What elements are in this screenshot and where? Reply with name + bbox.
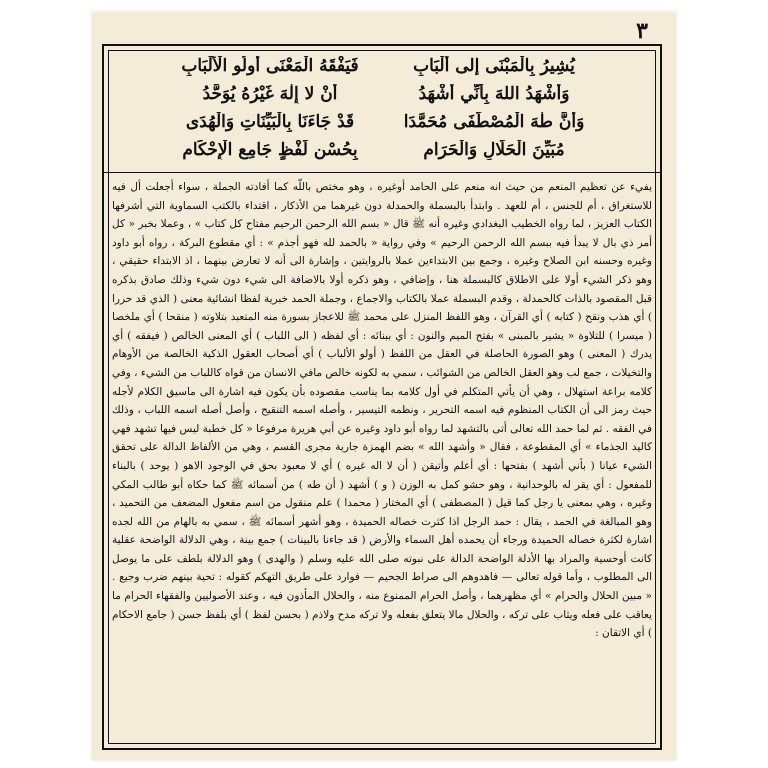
verse-row xyxy=(104,52,660,80)
verse-hemistich-left: أَنْ لا إِلٰهَ غَيْرُهُ يُوَحَّدُ xyxy=(202,84,338,104)
commentary-text xyxy=(112,178,652,744)
verse-hemistich-left: قَدْ جَاءَنَا بِالْبَيِّنَاتِ وَالْهُدَى xyxy=(185,112,355,132)
verse-hemistich-right: مُبَيِّنَ الْحَلَالِ وَالْحَرَامِ xyxy=(423,140,565,160)
page-frame xyxy=(102,44,662,750)
book-page xyxy=(92,12,676,760)
verse-hemistich-left: فَيَفْقَهُ الْمَعْنَى أُولُو الْأَلْبَابِ xyxy=(181,56,359,76)
verse-row xyxy=(104,136,660,164)
verse-row xyxy=(104,80,660,108)
verse-hemistich-left: بِحُسْنِ لَفْظٍ جَامِعِ الْإِحْكَامِ xyxy=(182,140,358,160)
verse-block xyxy=(104,52,660,170)
page-number: ٣ xyxy=(636,18,648,44)
commentary-paragraph: يفيء عن تعظيم المنعم من حيث انه منعم على الحامد أوغيره ، وهو مختص باللّه كما أفادته الجملة ، سواء أجعلت أل فيه للاستغراق ، أم للجنس ، أم للعهد . وابتدأ بالبسملة والحمدلة دون غيرهما من الأذكار ، اقتداء بالكتب السماوية التي أشرفها الكتاب العزيز ، لما رواه الخطيب البغدادي وغيره أنه ﷺ قال « بسم الله الرحمن الرحيم مفتاح كل كتاب » ، وعملا بخبر « كل أمر ذي بال لا يبدأ فيه ببسم الله الرحمن الرحيم » وفي رواية « بالحمد لله فهو أجذم » : أي مقطوع البركة ، رواه أبو داود وغيره وحسنه ابن الصلاح وغيره ، وجمع بين الابتداءين عملا بالروايتين ، وإشارة الى أنه لا تعارض بينهما ، اذ الابتداء حقيقي ، وهو ذكر الشيء أولا على الاطلاق كالبسملة هنا ، وإضافي ، وهو ذكره أولا بالاضافة الى شيء دون شيء وذلك صادق بذكره قبل المقصود بالذات كالحمدلة ، وقدم البسملة عملا بالكتاب والاجماع ، وجملة الحمد خبرية لفظا انشائية معنى ( الذي قد حررا ) أي هذب ونقح ( كتابه ) أي القرآن ، وهو اللفظ المنزل على محمد ﷺ للاعجاز بسورة منه المتعبد بتلاوته ( منقحا ) أي ملخصا ( ميسرا ) للتلاوة « يشير بالمبنى » بفتح الميم والنون : أي ببنائه : أي لفظه ( الى اللباب ) أي المعنى الخالص ( فيفقه ) أي يدرك ( المعنى ) وهو الصورة الحاصلة في العقل من اللفظ ( أولو الألباب ) أي أصحاب العقول الذكية الخالصة من الأوهام والتخيلات ، جمع لب وهو العقل الخالص من الشوائب ، سمي به لكونه خالص مافي الانسان من قواه كاللباب من الشيء ، وفي كلامه براعة استهلال ، وهي أن يأتي المتكلم في أول كلامه بما يناسب مقصوده بأن يكون فيه اشارة الى ماسيق الكلام لأجله حيث رمز الى أن الكتاب المنظوم فيه اسمه التحرير ، ونظمه التيسير ، وأصله اسمه التنقيح ، وأصل أصله اسمه اللباب ، وذلك في الفقه . ثم لما حمد الله تعالى أتى بالتشهد لما رواه أبو داود وغيره عن أبي هريرة مرفوعا « كل خطبة ليس فيها تشهد فهي كاليد الجذماء » أي المقطوعة ، فقال « وأشهد الله » بضم الهمزة جارية مجرى القسم ، وهي من الألفاظ الدالة على تحقق الشيء عيانا ( بأني أشهد ) بفتحها : أي أعلم وأتيقن ( أن لا اله غيره ) أي لا معبود بحق في الوجود الاهو ( يوحد ) بالبناء للمفعول : أي يقر له بالوحدانية ، وهو حشو كمل به الوزن ( و ) أشهد ( أن طه ) من أسمائه ﷺ كما حكاه أبو طالب المكي وغيره ، وهي بمعنى يا رجل كما قيل ( المصطفى ) أي المختار ( محمدا ) علم منقول من اسم مفعول المضعف من التحميد ، وهو المبالغة في الحمد ، يقال : حمد الرجل اذا كثرت خصاله الحميدة ، وهو أشهر أسمائه ﷺ ، سمي به بالهام من الله لجده اشارة لكثرة خصاله الحميدة ورجاء أن يحمده أهل السماء والأرض ( قد جاءنا بالبينات ) جمع بينة ، وهي الدلالة الواضحة عقلية كانت أوحسية والمراد بها الأدلة الواضحة الدالة على نبوته صلى الله عليه وسلم ( والهدى ) وهو الدلالة بلطف على ما يوصل الى المطلوب ، وأما قوله تعالى — فاهدوهم الى صراط الجحيم — فوارد على طريق التهكم كقوله : تحية بينهم ضرب وجيع . « مبين الحلال والحرام » أي مظهرهما ، وأصل الحرام الممنوع منه ، والحلال المأذون فيه ، وعند الأصوليين والفقهاء الحرام ما يعاقب على فعله ويثاب على تركه ، والحلال مالا يتعلق بفعله ولا تركه مدح ولاذم ( بحسن لفظ ) أي بلفظ حسن ( جامع الاحكام ) أي الاتقان : xyxy=(112,181,652,640)
verse-hemistich-right: وَأَشْهَدُ اللهَ بِأَنِّي أَشْهَدُ xyxy=(418,84,570,104)
verse-hemistich-right: يُشِيرُ بِالْمَبْنَى إلى أَلْبَابِ xyxy=(413,56,575,76)
verse-hemistich-right: وَأَنَّ طٰهَ الْمُصْطَفَى مُحَمَّدَا xyxy=(403,112,585,132)
section-divider xyxy=(104,172,660,173)
verse-row xyxy=(104,108,660,136)
